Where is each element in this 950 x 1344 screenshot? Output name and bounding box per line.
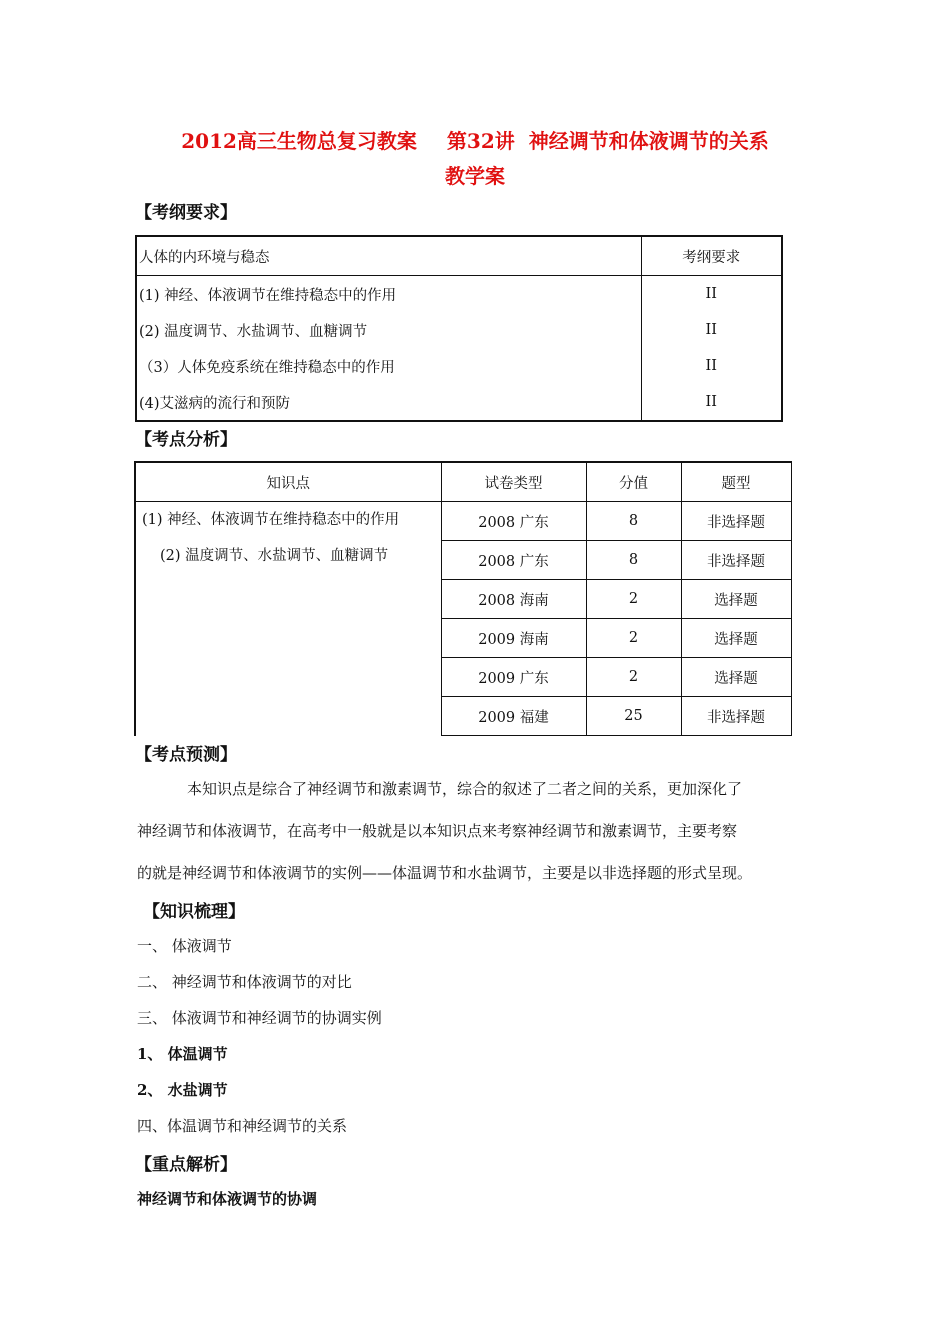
keypoints-subheading: 神经调节和体液调节的协调 [137, 1190, 318, 1208]
header-paper: 试卷类型 [441, 462, 586, 502]
prediction-paragraph-line: 的就是神经调节和体液调节的实例——体温调节和水盐调节，主要是以非选择题的形式呈现。 [137, 864, 753, 882]
title-part2: 第32讲 [446, 129, 515, 153]
score-cell: 25 [586, 697, 681, 736]
header-score: 分值 [586, 462, 681, 502]
header-knowledge: 知识点 [135, 462, 441, 502]
knowledge-subitem: 2、 水盐调节 [137, 1081, 228, 1099]
analysis-heading: 【考点分析】 [135, 430, 237, 450]
title-part1: 2012高三生物总复习教案 [181, 129, 417, 153]
score-cell: 8 [586, 541, 681, 580]
syllabus-item: (1) 神经、体液调节在维持稳态中的作用 [136, 276, 641, 313]
keypoints-heading: 【重点解析】 [135, 1155, 237, 1175]
prediction-paragraph-line: 本知识点是综合了神经调节和激素调节，综合的叙述了二者之间的关系，更加深化了 [187, 780, 743, 798]
prediction-paragraph-line: 神经调节和体液调节，在高考中一般就是以本知识点来考察神经调节和激素调节，主要考察 [137, 822, 738, 840]
score-cell: 8 [586, 502, 681, 541]
analysis-table [134, 461, 792, 736]
paper-cell: 2008 海南 [441, 580, 586, 619]
score-cell: 2 [586, 580, 681, 619]
syllabus-level: II [705, 322, 717, 338]
table-row [136, 348, 782, 384]
page-subtitle: 教学案 [445, 164, 505, 188]
type-cell: 选择题 [681, 658, 791, 697]
syllabus-item: （3）人体免疫系统在维持稳态中的作用 [136, 348, 641, 384]
table-row [136, 384, 782, 421]
syllabus-heading: 【考纲要求】 [135, 203, 237, 223]
syllabus-level: II [705, 286, 717, 302]
paper-cell: 2008 广东 [441, 541, 586, 580]
type-cell: 选择题 [681, 619, 791, 658]
paper-cell: 2009 广东 [441, 658, 586, 697]
syllabus-level: II [705, 394, 717, 410]
title-part3: 神经调节和体液调节的关系 [528, 129, 769, 153]
score-cell: 2 [586, 619, 681, 658]
knowledge-subitem: 1、 体温调节 [137, 1045, 228, 1063]
knowledge-point: (1) 神经、体液调节在维持稳态中的作用 [142, 512, 400, 528]
type-cell: 非选择题 [681, 502, 791, 541]
header-topic: 人体的内环境与稳态 [136, 236, 641, 276]
paper-cell: 2008 广东 [441, 502, 586, 541]
knowledge-item: 一、 体液调节 [137, 937, 232, 955]
syllabus-item: (2) 温度调节、水盐调节、血糖调节 [136, 312, 641, 348]
knowledge-point: (2) 温度调节、水盐调节、血糖调节 [160, 548, 389, 564]
paper-cell: 2009 海南 [441, 619, 586, 658]
type-cell: 选择题 [681, 580, 791, 619]
table-row [135, 502, 791, 541]
syllabus-table [135, 235, 783, 422]
knowledge-item: 二、 神经调节和体液调节的对比 [137, 973, 352, 991]
header-level: 考纲要求 [641, 236, 782, 276]
syllabus-item: (4)艾滋病的流行和预防 [136, 384, 641, 421]
score-cell: 2 [586, 658, 681, 697]
knowledge-item: 四、体温调节和神经调节的关系 [137, 1117, 348, 1135]
knowledge-points-cell [135, 502, 441, 736]
type-cell: 非选择题 [681, 541, 791, 580]
header-type: 题型 [681, 462, 791, 502]
table-row [136, 276, 782, 313]
type-cell: 非选择题 [681, 697, 791, 736]
table-header-row [135, 462, 791, 502]
table-row [136, 312, 782, 348]
knowledge-item: 三、 体液调节和神经调节的协调实例 [137, 1009, 382, 1027]
knowledge-heading: 【知识梳理】 [143, 902, 245, 922]
table-header-row [136, 236, 782, 276]
paper-cell: 2009 福建 [441, 697, 586, 736]
prediction-heading: 【考点预测】 [135, 745, 237, 765]
syllabus-level: II [705, 358, 717, 374]
page-title [0, 125, 950, 154]
